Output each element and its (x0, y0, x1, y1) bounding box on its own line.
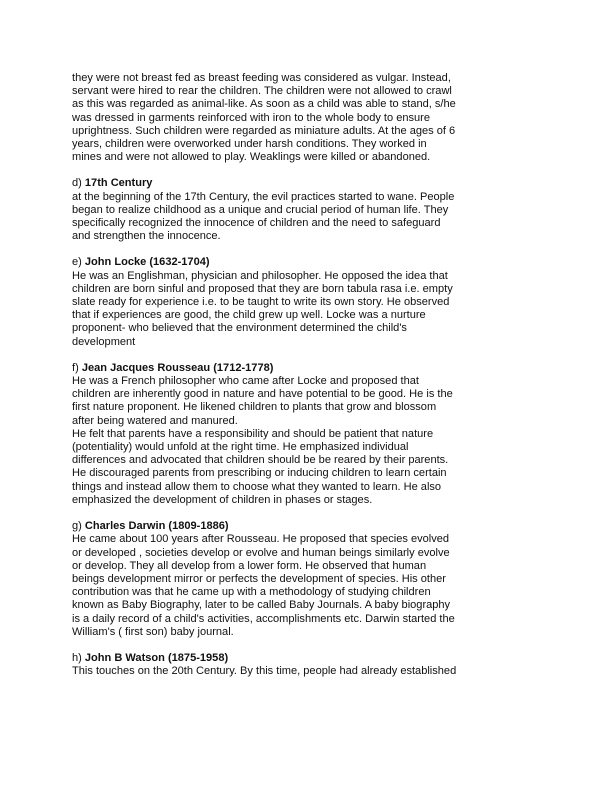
section-heading (72, 652, 542, 665)
section-marker: e) (72, 256, 85, 269)
section-charles-darwin (72, 520, 542, 639)
text-line: is a daily record of a child's activities, accomplishments etc. Darwin started the (72, 612, 455, 625)
section-17th-century (72, 177, 542, 243)
text-line: began to realize childhood as a unique and crucial period of human life. They (72, 203, 449, 216)
text-line: mines and were not allowed to play. Weaklings were killed or abandoned. (72, 151, 431, 164)
text-line: specifically recognized the innocence of children and the need to safeguard (72, 217, 441, 230)
text-line: or develop. They all develop from a lower form. He observed that human (72, 559, 427, 572)
section-marker: g) (72, 520, 85, 533)
text-line: they were not breast fed as breast feeding was considered as vulgar. Instead, (72, 72, 451, 84)
text-line: first nature proponent. He likened children to plants that grow and blossom (72, 401, 437, 414)
section-rousseau (72, 362, 542, 507)
text-line: slate ready for experience i.e. to be taught to write its own story. He observed (72, 296, 450, 309)
section-title: John B Watson (1875-1958) (84, 651, 229, 664)
text-line: He was a French philosopher who came after Locke and proposed that (72, 375, 419, 388)
section-title: 17th Century (84, 177, 153, 190)
text-line: William's ( first son) baby journal. (72, 625, 234, 638)
section-heading (72, 520, 542, 533)
text-line: He felt that parents have a responsibility and should be patient that nature (72, 427, 434, 440)
section-heading (72, 256, 542, 269)
text-line: He came about 100 years after Rousseau. He proposed that species evolved (72, 533, 450, 546)
section-marker: h) (72, 651, 85, 664)
text-line: that if experiences are good, the child grew up well. Locke was a nurture (72, 309, 426, 322)
text-line: after being watered and manured. (72, 414, 238, 427)
text-line: development (72, 335, 136, 348)
text-line: contribution was that he came up with a methodology of studying children (72, 586, 431, 599)
text-line: or developed , societies develop or evolve and human beings similarly evolve (72, 546, 450, 559)
text-line: uprightness. Such children were regarded as miniature adults. At the ages of 6 (72, 124, 456, 137)
section-heading (72, 177, 542, 190)
text-line: children are born sinful and proposed that they are born tabula rasa i.e. empty (72, 282, 453, 295)
section-john-b-watson (72, 652, 542, 678)
section-john-locke (72, 256, 542, 348)
section-title: Jean Jacques Rousseau (1712-1778) (81, 361, 274, 374)
text-line: This touches on the 20th Century. By this time, people had already established (72, 665, 457, 678)
text-line: at the beginning of the 17th Century, the evil practices started to wane. People (72, 190, 455, 203)
text-line: years, children were overworked under harsh conditions. They worked in (72, 138, 427, 151)
section-marker: d) (72, 177, 85, 190)
text-line: proponent- who believed that the environment determined the child's (72, 322, 407, 335)
text-line: He was an Englishman, physician and philosopher. He opposed the idea that (72, 269, 448, 282)
text-line: things and instead allow them to choose what they wanted to learn. He also (72, 480, 442, 493)
document-page (72, 72, 542, 678)
text-line: (potentiality) would unfold at the right time. He emphasized individual (72, 441, 409, 454)
text-line: emphasized the development of children in phases or stages. (72, 493, 373, 506)
text-line: as this was regarded as animal-like. As soon as a child was able to stand, s/he (72, 98, 456, 111)
section-heading (72, 362, 542, 375)
text-line: differences and advocated that children should be be reared by their parents. (72, 454, 449, 467)
text-line: and strengthen the innocence. (72, 230, 221, 243)
text-line: He discouraged parents from prescribing or inducing children to learn certain (72, 467, 447, 480)
text-line: known as Baby Biography, later to be called Baby Journals. A baby biography (72, 599, 451, 612)
section-marker: f) (72, 361, 82, 374)
intro-paragraph (72, 72, 542, 164)
text-line: was dressed in garments reinforced with iron to the whole body to ensure (72, 111, 430, 124)
text-line: children are inherently good in nature and have potential to be good. He is the (72, 388, 453, 401)
text-line: servant were hired to rear the children. The children were not allowed to crawl (72, 85, 452, 98)
section-title: John Locke (1632-1704) (84, 256, 210, 269)
text-line: beings development mirror or perfects the development of species. His other (72, 572, 446, 585)
section-title: Charles Darwin (1809-1886) (84, 520, 229, 533)
